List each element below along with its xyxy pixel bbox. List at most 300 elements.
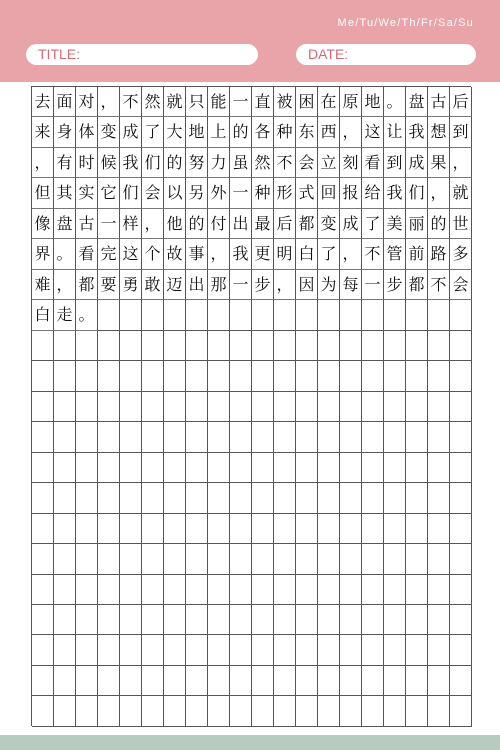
grid-cell[interactable]: 时 [76,148,98,178]
grid-cell[interactable] [32,361,54,391]
grid-cell[interactable] [384,514,406,544]
grid-cell[interactable] [120,635,142,665]
grid-cell[interactable]: ， [340,239,362,269]
grid-cell[interactable]: 古 [428,87,450,117]
grid-cell[interactable] [76,635,98,665]
grid-cell[interactable] [384,300,406,330]
grid-cell[interactable] [54,453,76,483]
grid-cell[interactable] [428,575,450,605]
grid-cell[interactable]: 后 [450,87,472,117]
grid-cell[interactable] [142,483,164,513]
grid-cell[interactable]: 立 [318,148,340,178]
grid-cell[interactable]: 然 [142,87,164,117]
grid-cell[interactable] [318,544,340,574]
grid-cell[interactable] [296,514,318,544]
grid-cell[interactable] [98,300,120,330]
grid-cell[interactable] [186,544,208,574]
grid-cell[interactable] [230,635,252,665]
grid-cell[interactable]: 样 [120,209,142,239]
grid-cell[interactable] [406,361,428,391]
grid-cell[interactable] [362,696,384,726]
grid-cell[interactable]: 古 [76,209,98,239]
grid-cell[interactable]: 式 [296,178,318,208]
grid-cell[interactable] [120,514,142,544]
grid-cell[interactable]: 。 [76,300,98,330]
grid-cell[interactable]: 回 [318,178,340,208]
grid-cell[interactable]: 以 [164,178,186,208]
grid-cell[interactable]: 变 [98,117,120,147]
grid-cell[interactable]: 界 [32,239,54,269]
grid-cell[interactable] [406,453,428,483]
grid-cell[interactable]: 步 [252,270,274,300]
grid-cell[interactable] [428,605,450,635]
grid-cell[interactable] [450,422,472,452]
grid-cell[interactable]: 这 [120,239,142,269]
grid-cell[interactable] [186,331,208,361]
grid-cell[interactable] [164,575,186,605]
grid-cell[interactable]: 都 [406,270,428,300]
grid-cell[interactable] [362,331,384,361]
grid-cell[interactable] [340,575,362,605]
grid-cell[interactable] [186,361,208,391]
grid-cell[interactable]: 的 [428,209,450,239]
grid-cell[interactable]: ， [450,148,472,178]
grid-cell[interactable]: 的 [186,209,208,239]
grid-cell[interactable] [142,635,164,665]
grid-cell[interactable]: 一 [98,209,120,239]
grid-cell[interactable]: 但 [32,178,54,208]
grid-cell[interactable] [54,544,76,574]
grid-cell[interactable] [274,544,296,574]
grid-cell[interactable] [384,453,406,483]
grid-cell[interactable] [252,666,274,696]
grid-cell[interactable]: 明 [274,239,296,269]
grid-cell[interactable] [164,422,186,452]
grid-cell[interactable] [406,666,428,696]
grid-cell[interactable] [450,300,472,330]
grid-cell[interactable] [164,453,186,483]
grid-cell[interactable] [142,575,164,605]
grid-cell[interactable] [164,483,186,513]
grid-cell[interactable] [164,605,186,635]
grid-cell[interactable]: 了 [318,239,340,269]
grid-cell[interactable] [164,544,186,574]
grid-cell[interactable] [230,483,252,513]
grid-cell[interactable] [252,514,274,544]
grid-cell[interactable]: 就 [164,87,186,117]
grid-cell[interactable] [340,392,362,422]
grid-cell[interactable]: 难 [32,270,54,300]
grid-cell[interactable] [340,361,362,391]
grid-cell[interactable]: 成 [120,117,142,147]
grid-cell[interactable] [296,361,318,391]
grid-cell[interactable]: 盘 [54,209,76,239]
grid-cell[interactable]: 他 [164,209,186,239]
grid-cell[interactable]: 地 [186,117,208,147]
grid-cell[interactable] [76,666,98,696]
grid-cell[interactable] [98,544,120,574]
grid-cell[interactable] [406,331,428,361]
grid-cell[interactable]: 种 [274,117,296,147]
grid-cell[interactable]: 了 [142,117,164,147]
grid-cell[interactable]: 成 [406,148,428,178]
grid-cell[interactable]: 的 [164,148,186,178]
grid-cell[interactable]: 前 [406,239,428,269]
grid-cell[interactable] [54,483,76,513]
grid-cell[interactable]: 面 [54,87,76,117]
grid-cell[interactable] [274,361,296,391]
grid-cell[interactable] [296,544,318,574]
grid-cell[interactable]: 。 [54,239,76,269]
grid-cell[interactable] [164,392,186,422]
weekday-selector[interactable]: Me/Tu/We/Th/Fr/Sa/Su [337,17,474,29]
grid-cell[interactable] [186,453,208,483]
grid-cell[interactable] [428,361,450,391]
grid-cell[interactable] [428,392,450,422]
grid-cell[interactable] [318,483,340,513]
grid-cell[interactable] [120,331,142,361]
grid-cell[interactable] [450,514,472,544]
grid-cell[interactable]: ， [54,270,76,300]
grid-cell[interactable] [76,514,98,544]
grid-cell[interactable]: 对 [76,87,98,117]
grid-cell[interactable] [98,575,120,605]
grid-cell[interactable]: 想 [428,117,450,147]
grid-cell[interactable]: 上 [208,117,230,147]
grid-cell[interactable] [428,544,450,574]
grid-cell[interactable]: 其 [54,178,76,208]
grid-cell[interactable] [450,696,472,726]
grid-cell[interactable]: 的 [230,117,252,147]
grid-cell[interactable]: 都 [296,209,318,239]
grid-cell[interactable] [362,392,384,422]
grid-cell[interactable] [230,666,252,696]
grid-cell[interactable] [32,392,54,422]
grid-cell[interactable] [362,483,384,513]
grid-cell[interactable]: 路 [428,239,450,269]
grid-cell[interactable]: 能 [208,87,230,117]
grid-cell[interactable] [406,392,428,422]
grid-cell[interactable] [186,635,208,665]
grid-cell[interactable]: 为 [318,270,340,300]
grid-cell[interactable] [142,544,164,574]
grid-cell[interactable] [296,605,318,635]
grid-cell[interactable]: 们 [142,148,164,178]
grid-cell[interactable] [362,453,384,483]
grid-cell[interactable] [318,575,340,605]
grid-cell[interactable] [340,422,362,452]
grid-cell[interactable]: 都 [76,270,98,300]
grid-cell[interactable]: 每 [340,270,362,300]
grid-cell[interactable]: 敢 [142,270,164,300]
grid-cell[interactable] [428,483,450,513]
grid-cell[interactable]: 我 [406,117,428,147]
grid-cell[interactable] [208,635,230,665]
grid-cell[interactable]: ， [208,239,230,269]
grid-cell[interactable] [76,575,98,605]
grid-cell[interactable]: 多 [450,239,472,269]
grid-cell[interactable]: 故 [164,239,186,269]
grid-cell[interactable] [186,605,208,635]
grid-cell[interactable] [428,666,450,696]
grid-cell[interactable] [208,331,230,361]
grid-cell[interactable] [208,392,230,422]
grid-cell[interactable] [318,422,340,452]
grid-cell[interactable] [406,514,428,544]
grid-cell[interactable] [318,635,340,665]
grid-cell[interactable] [98,422,120,452]
grid-cell[interactable]: 会 [142,178,164,208]
grid-cell[interactable] [230,696,252,726]
grid-cell[interactable]: 付 [208,209,230,239]
grid-cell[interactable] [230,422,252,452]
grid-cell[interactable] [296,300,318,330]
grid-cell[interactable] [54,666,76,696]
grid-cell[interactable] [208,514,230,544]
grid-cell[interactable] [274,422,296,452]
grid-cell[interactable] [142,696,164,726]
grid-cell[interactable] [296,422,318,452]
grid-cell[interactable] [318,361,340,391]
grid-cell[interactable] [252,361,274,391]
grid-cell[interactable]: 原 [340,87,362,117]
grid-cell[interactable] [142,453,164,483]
grid-cell[interactable]: ， [142,209,164,239]
grid-cell[interactable] [186,392,208,422]
grid-cell[interactable] [274,635,296,665]
grid-cell[interactable]: ， [274,270,296,300]
grid-cell[interactable] [274,392,296,422]
grid-cell[interactable] [120,696,142,726]
grid-cell[interactable] [186,483,208,513]
grid-cell[interactable] [406,544,428,574]
grid-cell[interactable]: 美 [384,209,406,239]
grid-cell[interactable] [296,392,318,422]
writing-grid[interactable] [31,86,471,726]
grid-cell[interactable] [164,696,186,726]
grid-cell[interactable] [340,453,362,483]
grid-cell[interactable] [428,300,450,330]
grid-cell[interactable] [362,575,384,605]
grid-cell[interactable] [186,300,208,330]
grid-cell[interactable] [76,331,98,361]
grid-cell[interactable] [406,483,428,513]
grid-cell[interactable] [208,300,230,330]
title-field[interactable]: TITLE: [26,44,258,65]
grid-cell[interactable] [120,605,142,635]
grid-cell[interactable]: 一 [230,270,252,300]
grid-cell[interactable] [296,483,318,513]
grid-cell[interactable] [252,605,274,635]
grid-cell[interactable]: 被 [274,87,296,117]
grid-cell[interactable] [164,361,186,391]
grid-cell[interactable] [274,575,296,605]
grid-cell[interactable] [32,605,54,635]
grid-cell[interactable]: 们 [120,178,142,208]
grid-cell[interactable] [54,361,76,391]
grid-cell[interactable] [54,696,76,726]
grid-cell[interactable]: 力 [208,148,230,178]
grid-cell[interactable] [340,544,362,574]
grid-cell[interactable] [450,635,472,665]
grid-cell[interactable]: 去 [32,87,54,117]
grid-cell[interactable] [230,544,252,574]
grid-cell[interactable] [428,635,450,665]
grid-cell[interactable] [428,331,450,361]
grid-cell[interactable] [450,361,472,391]
grid-cell[interactable] [318,666,340,696]
date-field[interactable]: DATE: [296,44,476,65]
grid-cell[interactable]: 白 [32,300,54,330]
grid-cell[interactable]: 果 [428,148,450,178]
grid-cell[interactable] [428,422,450,452]
grid-cell[interactable] [450,666,472,696]
grid-cell[interactable] [120,453,142,483]
grid-cell[interactable] [98,666,120,696]
grid-cell[interactable] [230,331,252,361]
grid-cell[interactable] [318,696,340,726]
grid-cell[interactable]: 后 [274,209,296,239]
grid-cell[interactable] [208,422,230,452]
grid-cell[interactable] [362,300,384,330]
grid-cell[interactable] [120,544,142,574]
grid-cell[interactable] [252,453,274,483]
grid-cell[interactable] [274,300,296,330]
grid-cell[interactable]: 然 [252,148,274,178]
grid-cell[interactable] [32,453,54,483]
grid-cell[interactable] [32,331,54,361]
grid-cell[interactable] [142,331,164,361]
grid-cell[interactable]: 丽 [406,209,428,239]
grid-cell[interactable] [54,331,76,361]
grid-cell[interactable] [384,605,406,635]
grid-cell[interactable] [340,666,362,696]
grid-cell[interactable] [230,300,252,330]
grid-cell[interactable] [274,696,296,726]
grid-cell[interactable] [186,422,208,452]
grid-cell[interactable] [406,575,428,605]
grid-cell[interactable] [32,575,54,605]
grid-cell[interactable]: 给 [362,178,384,208]
grid-cell[interactable]: ， [98,87,120,117]
grid-cell[interactable] [340,331,362,361]
grid-cell[interactable]: 我 [120,148,142,178]
grid-cell[interactable]: 让 [384,117,406,147]
grid-cell[interactable] [340,696,362,726]
grid-cell[interactable]: 这 [362,117,384,147]
grid-cell[interactable] [252,422,274,452]
grid-cell[interactable] [362,361,384,391]
grid-cell[interactable]: 管 [384,239,406,269]
grid-cell[interactable]: 各 [252,117,274,147]
grid-cell[interactable]: 到 [384,148,406,178]
grid-cell[interactable] [296,331,318,361]
grid-cell[interactable] [340,300,362,330]
grid-cell[interactable] [340,635,362,665]
grid-cell[interactable] [252,575,274,605]
grid-cell[interactable]: 了 [362,209,384,239]
grid-cell[interactable] [274,483,296,513]
grid-cell[interactable] [274,605,296,635]
grid-cell[interactable] [230,361,252,391]
grid-cell[interactable] [406,300,428,330]
grid-cell[interactable]: 我 [384,178,406,208]
grid-cell[interactable] [252,300,274,330]
grid-cell[interactable] [208,666,230,696]
grid-cell[interactable] [252,483,274,513]
grid-cell[interactable] [32,422,54,452]
grid-cell[interactable] [54,575,76,605]
grid-cell[interactable] [428,514,450,544]
grid-cell[interactable] [98,331,120,361]
grid-cell[interactable]: 报 [340,178,362,208]
grid-cell[interactable]: 不 [362,239,384,269]
grid-cell[interactable] [252,331,274,361]
grid-cell[interactable]: 外 [208,178,230,208]
grid-cell[interactable] [318,514,340,544]
grid-cell[interactable] [450,392,472,422]
grid-cell[interactable]: 变 [318,209,340,239]
grid-cell[interactable] [76,605,98,635]
grid-cell[interactable]: 就 [450,178,472,208]
grid-cell[interactable] [164,514,186,544]
grid-cell[interactable] [384,575,406,605]
grid-cell[interactable]: 更 [252,239,274,269]
grid-cell[interactable] [208,605,230,635]
grid-cell[interactable]: 要 [98,270,120,300]
grid-cell[interactable] [120,666,142,696]
grid-cell[interactable]: 出 [186,270,208,300]
grid-cell[interactable] [54,514,76,544]
grid-cell[interactable]: 世 [450,209,472,239]
grid-cell[interactable] [142,422,164,452]
grid-cell[interactable]: 因 [296,270,318,300]
grid-cell[interactable] [208,575,230,605]
grid-cell[interactable] [274,331,296,361]
grid-cell[interactable]: 大 [164,117,186,147]
grid-cell[interactable] [318,331,340,361]
grid-cell[interactable] [54,422,76,452]
grid-cell[interactable]: 不 [428,270,450,300]
grid-cell[interactable]: 一 [362,270,384,300]
grid-cell[interactable]: 迈 [164,270,186,300]
grid-cell[interactable]: 勇 [120,270,142,300]
grid-cell[interactable]: 体 [76,117,98,147]
grid-cell[interactable] [296,666,318,696]
grid-cell[interactable] [362,514,384,544]
grid-cell[interactable] [32,666,54,696]
grid-cell[interactable] [384,422,406,452]
grid-cell[interactable] [208,483,230,513]
grid-cell[interactable]: 形 [274,178,296,208]
grid-cell[interactable] [164,666,186,696]
grid-cell[interactable] [32,696,54,726]
grid-cell[interactable] [120,575,142,605]
grid-cell[interactable] [318,300,340,330]
grid-cell[interactable] [274,666,296,696]
grid-cell[interactable]: ， [428,178,450,208]
grid-cell[interactable]: 看 [362,148,384,178]
grid-cell[interactable] [340,605,362,635]
grid-cell[interactable] [318,392,340,422]
grid-cell[interactable] [230,514,252,544]
grid-cell[interactable] [120,300,142,330]
grid-cell[interactable] [164,331,186,361]
grid-cell[interactable] [120,422,142,452]
grid-cell[interactable]: ， [32,148,54,178]
grid-cell[interactable] [142,300,164,330]
grid-cell[interactable] [186,696,208,726]
